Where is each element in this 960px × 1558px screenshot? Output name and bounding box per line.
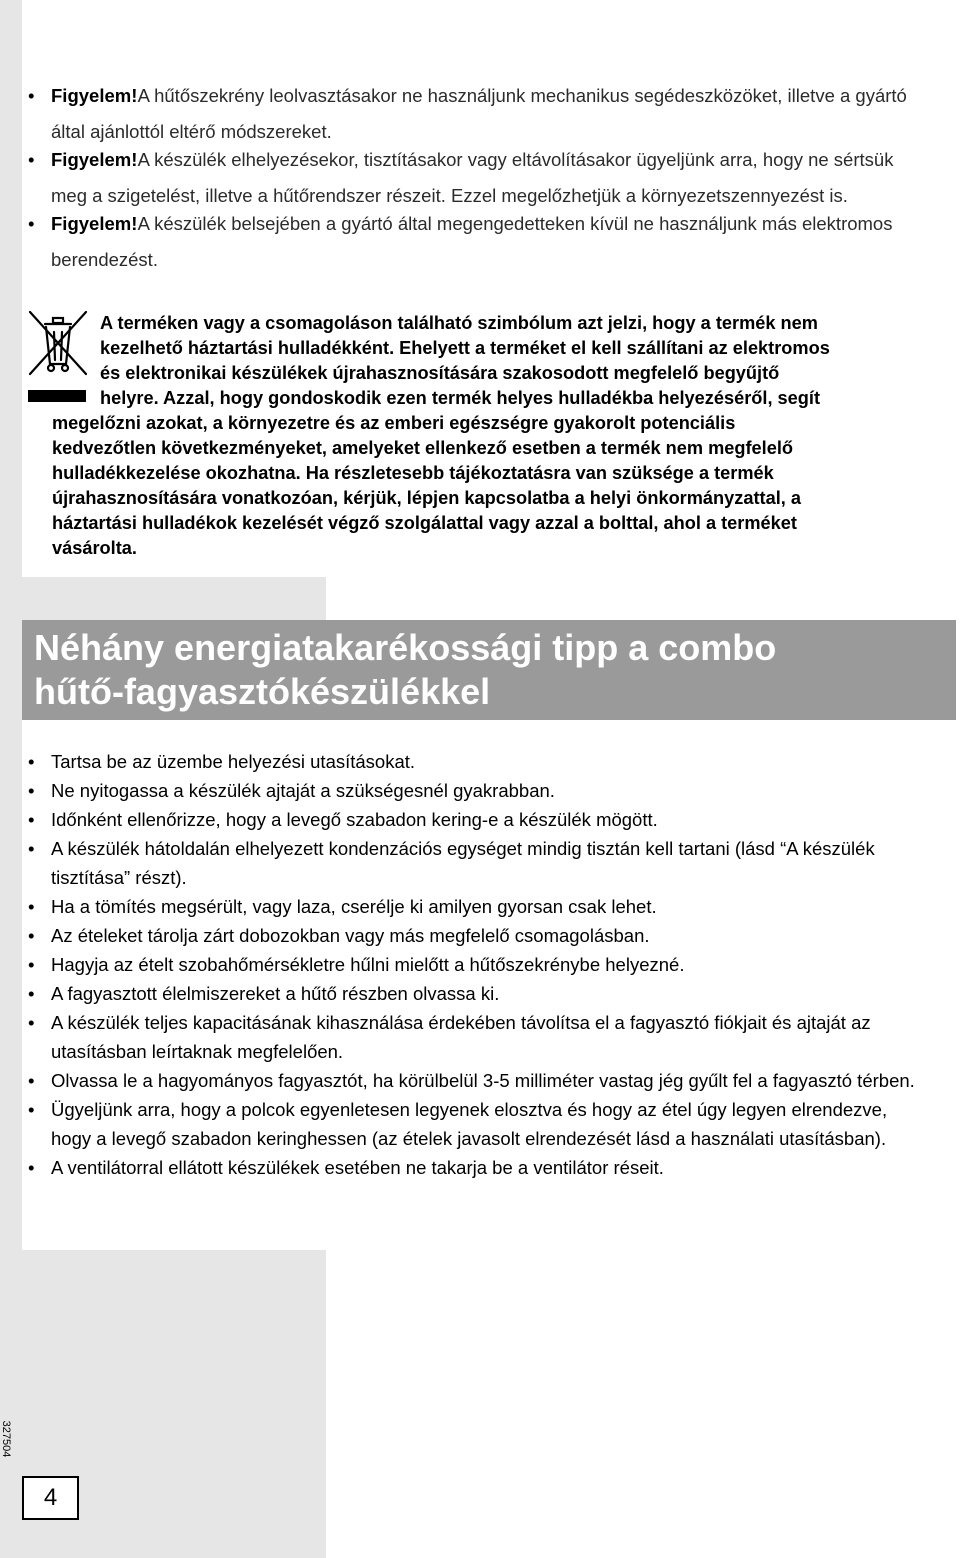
disposal-line: kedvezőtlen következményeket, amelyeket ellenkező esetben a termék nem megfelelő xyxy=(52,438,793,458)
tip-item: • Ne nyitogassa a készülék ajtaját a szükségesnél gyakrabban. xyxy=(22,776,922,805)
tips-list xyxy=(22,747,922,1182)
warning-keyword: Figyelem! xyxy=(51,85,138,106)
warning-text: A készülék belsejében a gyártó által megengedetteken kívül ne használjunk más elektromos berendezést. xyxy=(51,213,893,270)
section-title-line: Néhány energiatakarékossági tipp a combo xyxy=(34,627,777,668)
section-title xyxy=(34,626,776,714)
document-code: 327504 xyxy=(0,1420,12,1458)
warning-item xyxy=(22,210,922,274)
tip-item: • Időnként ellenőrizze, hogy a levegő szabadon kering-e a készülék mögött. xyxy=(22,805,922,834)
tip-item: • Ügyeljünk arra, hogy a polcok egyenletesen legyenek elosztva és hogy az étel úgy legyen elrendezve, hogy a levegő szabadon keringhessen (az ételek javasolt elrendezését lásd a használati utasításban). xyxy=(22,1095,922,1153)
disposal-line: hulladékkezelése okozhatna. Ha részletesebb tájékoztatásra van szüksége a termék xyxy=(52,463,774,483)
disposal-line: háztartási hulladékok kezelését végző szolgálattal vagy azzal a bolttal, ahol a terméket xyxy=(52,513,797,533)
section-title-line: hűtő-fagyasztókészülékkel xyxy=(34,671,491,712)
tip-item: • A ventilátorral ellátott készülékek esetében ne takarja be a ventilátor réseit. xyxy=(22,1153,922,1182)
page-number-box xyxy=(22,1476,79,1520)
disposal-notice xyxy=(52,311,932,561)
warning-keyword: Figyelem! xyxy=(51,213,138,235)
tip-item: • A fagyasztott élelmiszereket a hűtő részben olvassa ki. xyxy=(22,979,922,1008)
warning-keyword: Figyelem! xyxy=(51,149,138,171)
tip-item: • Ha a tömítés megsérült, vagy laza, cserélje ki amilyen gyorsan csak lehet. xyxy=(22,892,922,921)
section-header xyxy=(22,620,956,720)
warning-item xyxy=(22,82,922,146)
disposal-line: és elektronikai készülékek újrahasznosítására szakosodott megfelelő begyűjtő xyxy=(100,363,780,383)
disposal-line: kezelhető háztartási hulladékként. Ehelyett a terméket el kell szállítani az elektromos xyxy=(100,338,830,358)
warning-text: A készülék elhelyezésekor, tisztításakor vagy eltávolításakor ügyeljünk arra, hogy ne sértsük meg a szigetelést, illetve a hűtőrendszer részeit. Ezzel megelőzhetjük a környezetszennyezést is. xyxy=(51,149,894,206)
warning-list xyxy=(22,82,922,275)
tip-item: • A készülék hátoldalán elhelyezett kondenzációs egységet mindig tisztán kell tartani (lásd “A készülék tisztítása” részt). xyxy=(22,834,922,892)
tip-item: • Hagyja az ételt szobahőmérsékletre hűlni mielőtt a hűtőszekrénybe helyezné. xyxy=(22,950,922,979)
tip-item: • A készülék teljes kapacitásának kihasználása érdekében távolítsa el a fagyasztó fiókjait és ajtaját az utasításban leírtaknak megfelelően. xyxy=(22,1008,922,1066)
page-number: 4 xyxy=(43,1484,58,1511)
warning-item xyxy=(22,146,922,210)
disposal-line: A terméken vagy a csomagoláson található szimbólum azt jelzi, hogy a termék nem xyxy=(100,313,818,333)
disposal-line: megelőzni azokat, a környezetre és az emberi egészségre gyakorolt potenciális xyxy=(52,413,736,433)
tip-item: • Olvassa le a hagyományos fagyasztót, ha körülbelül 3-5 milliméter vastag jég gyűlt fel a fagyasztó térben. xyxy=(22,1066,922,1095)
disposal-line: helyre. Azzal, hogy gondoskodik ezen termék helyes hulladékba helyezéséről, segít xyxy=(100,388,820,408)
disposal-line: vásárolta. xyxy=(52,538,137,558)
tip-item: • Tartsa be az üzembe helyezési utasításokat. xyxy=(22,747,922,776)
disposal-line: újrahasznosítására vonatkozóan, kérjük, lépjen kapcsolatba a helyi önkormányzattal, a xyxy=(52,488,801,508)
warning-text: A hűtőszekrény leolvasztásakor ne használjunk mechanikus segédeszközöket, illetve a gyártó által ajánlottól eltérő módszereket. xyxy=(51,85,907,142)
tip-item: • Az ételeket tárolja zárt dobozokban vagy más megfelelő csomagolásban. xyxy=(22,921,922,950)
